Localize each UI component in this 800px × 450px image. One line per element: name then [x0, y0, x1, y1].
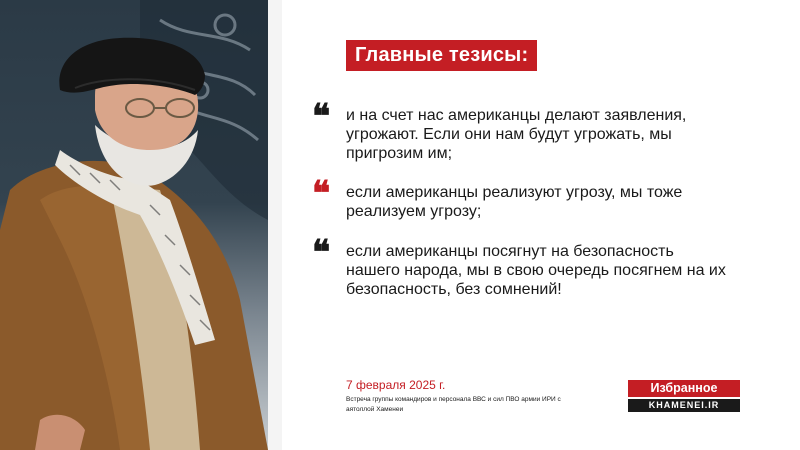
speaker-photo [0, 0, 268, 450]
brand-logo[interactable] [628, 380, 740, 412]
photo-edge [268, 0, 282, 450]
quote-icon: ❝ [312, 174, 331, 214]
event-date: 7 февраля 2025 г. [346, 378, 446, 392]
speaker-illustration [0, 0, 268, 450]
quote-icon: ❝ [312, 233, 331, 273]
quote-item-1 [312, 97, 732, 163]
quote-item-2 [312, 174, 732, 221]
page-title: Главные тезисы: [346, 40, 537, 71]
quote-text: если американцы реализуют угрозу, мы тоже реализуем угрозу; [346, 184, 683, 220]
quote-text: и на счет нас американцы делают заявления, угрожают. Если они нам будут угрожать, мы пригрозим им; [346, 107, 687, 162]
quote-text: если американцы посягнут на безопасность нашего народа, мы в свою очередь посягнем на их безопасность, без сомнений! [346, 243, 726, 298]
quote-item-3 [312, 233, 732, 299]
quote-icon: ❝ [312, 97, 331, 137]
event-description: Встреча группы командиров и персонала ВВС и сил ПВО армии ИРИ с аятоллой Хаменеи [346, 396, 561, 413]
brand-top-label: Избранное [628, 380, 740, 397]
brand-bottom-label: KHAMENEI.IR [628, 399, 740, 412]
